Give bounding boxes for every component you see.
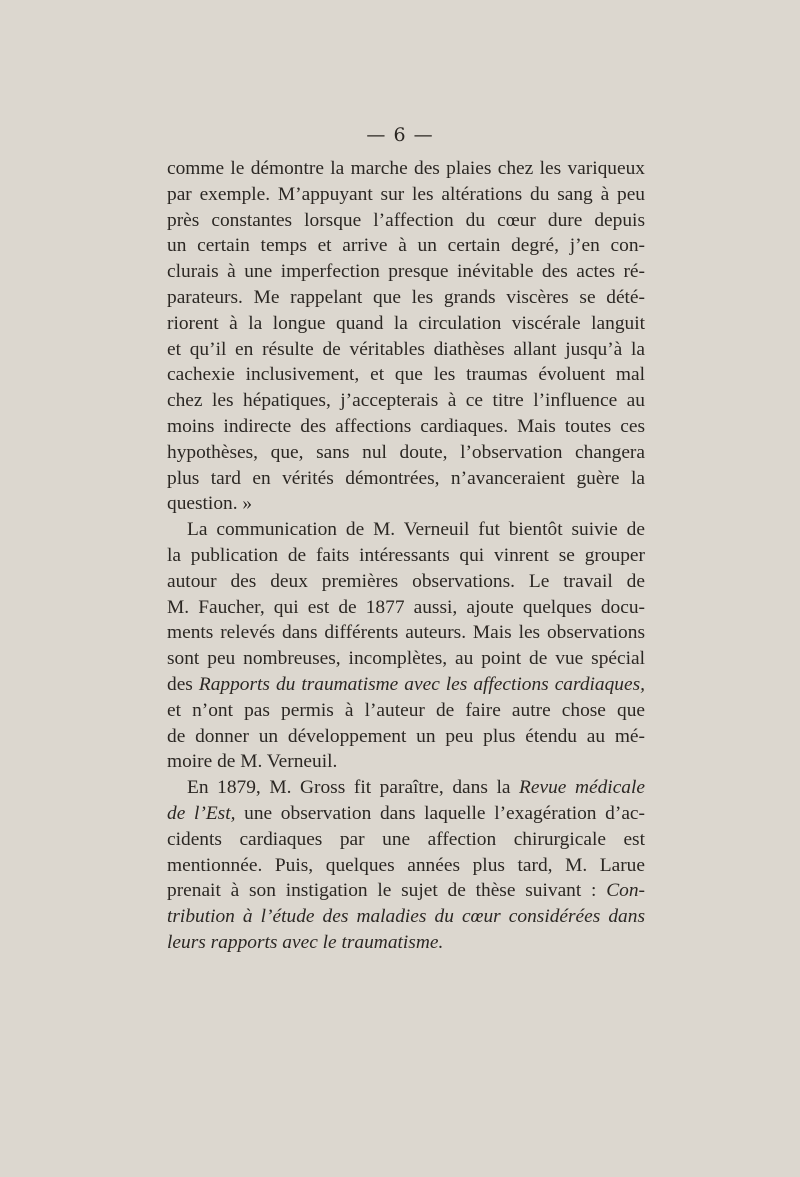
text-line: riorent à la longue quand la circulation viscérale languit — [167, 312, 645, 334]
text-line: plus tard en vérités démontrées, n’avanceraient guère la — [167, 467, 645, 489]
text-line-mixed — [167, 672, 645, 698]
italic-title: Revue médicale — [519, 777, 645, 799]
text-line: autour des deux premières observations. Le travail de — [167, 570, 645, 592]
text-line: et qu’il en résulte de véritables diathèses allant jusqu’à la — [167, 338, 645, 360]
text-line — [167, 930, 645, 956]
text-span: En 1879, M. Gross fit paraître, dans la — [187, 777, 511, 799]
text-line: M. Faucher, qui est de 1877 aussi, ajoute quelques docu- — [167, 596, 645, 618]
text-line: parateurs. Me rappelant que les grands viscères se dété- — [167, 286, 645, 308]
italic-title: de l’Est, — [167, 802, 236, 824]
text-line: hypothèses, que, sans nul doute, l’observation changera — [167, 441, 645, 463]
text-line: près constantes lorsque l’affection du cœur dure depuis — [167, 209, 645, 231]
text-line: question. » — [167, 493, 253, 515]
text-line: et n’ont pas permis à l’auteur de faire autre chose que — [167, 699, 645, 721]
text-line: cidents cardiaques par une affection chirurgicale est — [167, 828, 645, 850]
text-span: des — [167, 673, 193, 695]
text-line: la publication de faits intéressants qui vinrent se grouper — [167, 544, 645, 566]
text-span: prenait à son instigation le sujet de thèse suivant : — [167, 880, 597, 902]
text-line: mentionnée. Puis, quelques années plus tard, M. Larue — [167, 854, 645, 876]
text-line-mixed — [167, 801, 645, 827]
italic-title: tribution à l’étude des maladies du cœur considérées dans — [167, 906, 645, 928]
text-line: cachexie inclusivement, et que les traumas évoluent mal — [167, 364, 645, 386]
text-line: de donner un développement un peu plus étendu au mé- — [167, 725, 645, 747]
text-line-mixed — [167, 775, 645, 801]
text-line — [167, 904, 645, 930]
text-line: comme le démontre la marche des plaies chez les variqueux — [167, 158, 645, 179]
italic-title: Con- — [606, 880, 645, 902]
text-line: par exemple. M’appuyant sur les altérations du sang à peu — [167, 183, 645, 205]
text-line: La communication de M. Verneuil fut bientôt suivie de — [187, 519, 645, 541]
text-span: une observation dans laquelle l’exagération d’ac- — [244, 802, 645, 824]
text-line: moire de M. Verneuil. — [167, 751, 338, 773]
text-line: clurais à une imperfection presque inévitable des actes ré- — [167, 261, 645, 283]
text-line-mixed — [167, 878, 645, 904]
text-line: sont peu nombreuses, incomplètes, au point de vue spécial — [167, 648, 645, 670]
text-line: ments relevés dans différents auteurs. Mais les observations — [167, 622, 645, 644]
text-line: un certain temps et arrive à un certain degré, j’en con- — [167, 235, 645, 257]
italic-title: Rapports du traumatisme avec les affections cardiaques, — [198, 673, 645, 695]
text-line: chez les hépatiques, j’accepterais à ce titre l’influence au — [167, 390, 645, 412]
body-text — [167, 156, 645, 956]
italic-title: leurs rapports avec le traumatisme. — [167, 931, 444, 953]
page-number: — 6 — — [366, 124, 434, 146]
text-line: moins indirecte des affections cardiaques. Mais toutes ces — [167, 415, 645, 437]
